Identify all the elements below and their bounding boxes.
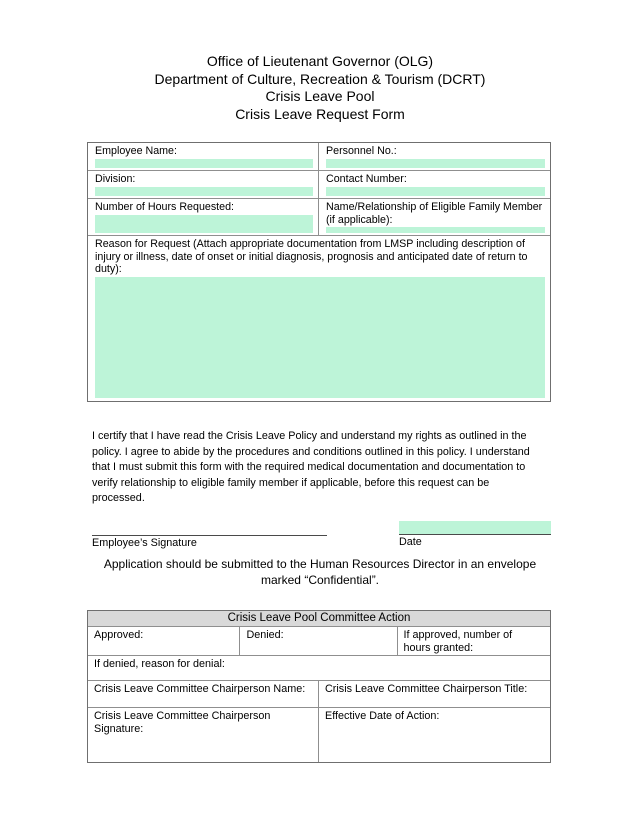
- signature-section: [92, 521, 551, 550]
- personnel-no-label: Personnel No.:: [326, 145, 397, 157]
- reason-textarea[interactable]: [95, 277, 545, 399]
- committee-action-table: [87, 610, 551, 763]
- date-label: Date: [399, 536, 422, 548]
- denied-label: Denied:: [246, 629, 284, 641]
- effective-date-label: Effective Date of Action:: [325, 710, 440, 722]
- committee-table-title: Crisis Leave Pool Committee Action: [88, 611, 550, 626]
- employee-signature-line: [92, 521, 327, 536]
- table-row: [88, 656, 550, 681]
- family-member-label: Name/Relationship of Eligible Family Member (if applicable):: [326, 201, 543, 226]
- employee-signature-block: [92, 521, 327, 550]
- table-row: [88, 611, 550, 627]
- family-member-cell: [319, 199, 550, 235]
- table-row: [88, 143, 550, 171]
- header-office-line: Office of Lieutenant Governor (OLG): [206, 53, 434, 69]
- table-row: [88, 171, 550, 199]
- header-pool-line: Crisis Leave Pool: [265, 88, 375, 104]
- division-cell: [88, 171, 319, 198]
- approved-cell: [88, 627, 240, 655]
- table-row: [88, 236, 550, 401]
- employee-name-cell: [88, 143, 319, 170]
- contact-number-label: Contact Number:: [326, 173, 407, 185]
- header-form-title: Crisis Leave Request Form: [235, 105, 405, 122]
- approved-label: Approved:: [94, 629, 144, 641]
- hours-requested-cell: [88, 199, 319, 235]
- contact-number-input[interactable]: [326, 187, 545, 197]
- chairperson-title-cell: [319, 681, 550, 707]
- reason-cell: [88, 236, 550, 401]
- contact-number-cell: [319, 171, 550, 198]
- division-input[interactable]: [95, 187, 313, 197]
- chairperson-name-label: Crisis Leave Committee Chairperson Name:: [94, 683, 306, 695]
- division-label: Division:: [95, 173, 136, 185]
- personnel-no-cell: [319, 143, 550, 170]
- denial-reason-cell: [88, 656, 550, 680]
- employee-name-label: Employee Name:: [95, 145, 177, 157]
- personnel-no-input[interactable]: [326, 159, 545, 169]
- certification-text: I certify that I have read the Crisis Leave Policy and understand my rights as outlined in the policy. I agree to abide by the procedures and conditions outlined in this policy. I understand that I must submit this form with the required medical documentation and documentation to verify relationship to eligible family member if applicable, before this request can be processed.: [92, 430, 530, 505]
- chairperson-signature-label: Crisis Leave Committee Chairperson Signature:: [94, 710, 271, 735]
- date-input[interactable]: [399, 521, 551, 535]
- chairperson-signature-cell: [88, 708, 319, 762]
- employee-signature-label: Employee’s Signature: [92, 537, 197, 549]
- hours-requested-input[interactable]: [95, 215, 313, 234]
- table-row: [88, 708, 550, 762]
- date-block: [399, 521, 551, 550]
- hours-granted-cell: [398, 627, 550, 655]
- request-form-table: [87, 142, 551, 402]
- table-row: [88, 199, 550, 236]
- header-department-line: Department of Culture, Recreation & Tourism (DCRT): [154, 70, 486, 87]
- chairperson-title-label: Crisis Leave Committee Chairperson Title:: [325, 683, 528, 695]
- effective-date-cell: [319, 708, 550, 762]
- submission-note: Application should be submitted to the Human Resources Director in an envelope marked “Confidential”.: [103, 557, 537, 587]
- reason-label: Reason for Request (Attach appropriate documentation from LMSP including description of injury or illness, date of onset or initial diagnosis, prognosis and anticipated date of return to duty):: [95, 238, 528, 275]
- family-member-input[interactable]: [326, 227, 545, 233]
- employee-name-input[interactable]: [95, 159, 313, 169]
- denial-reason-label: If denied, reason for denial:: [94, 658, 225, 670]
- hours-granted-label: If approved, number of hours granted:: [403, 629, 513, 654]
- table-row: [88, 627, 550, 656]
- chairperson-name-cell: [88, 681, 319, 707]
- hours-requested-label: Number of Hours Requested:: [95, 201, 235, 213]
- table-row: [88, 681, 550, 708]
- form-header: [0, 53, 640, 123]
- denied-cell: [240, 627, 397, 655]
